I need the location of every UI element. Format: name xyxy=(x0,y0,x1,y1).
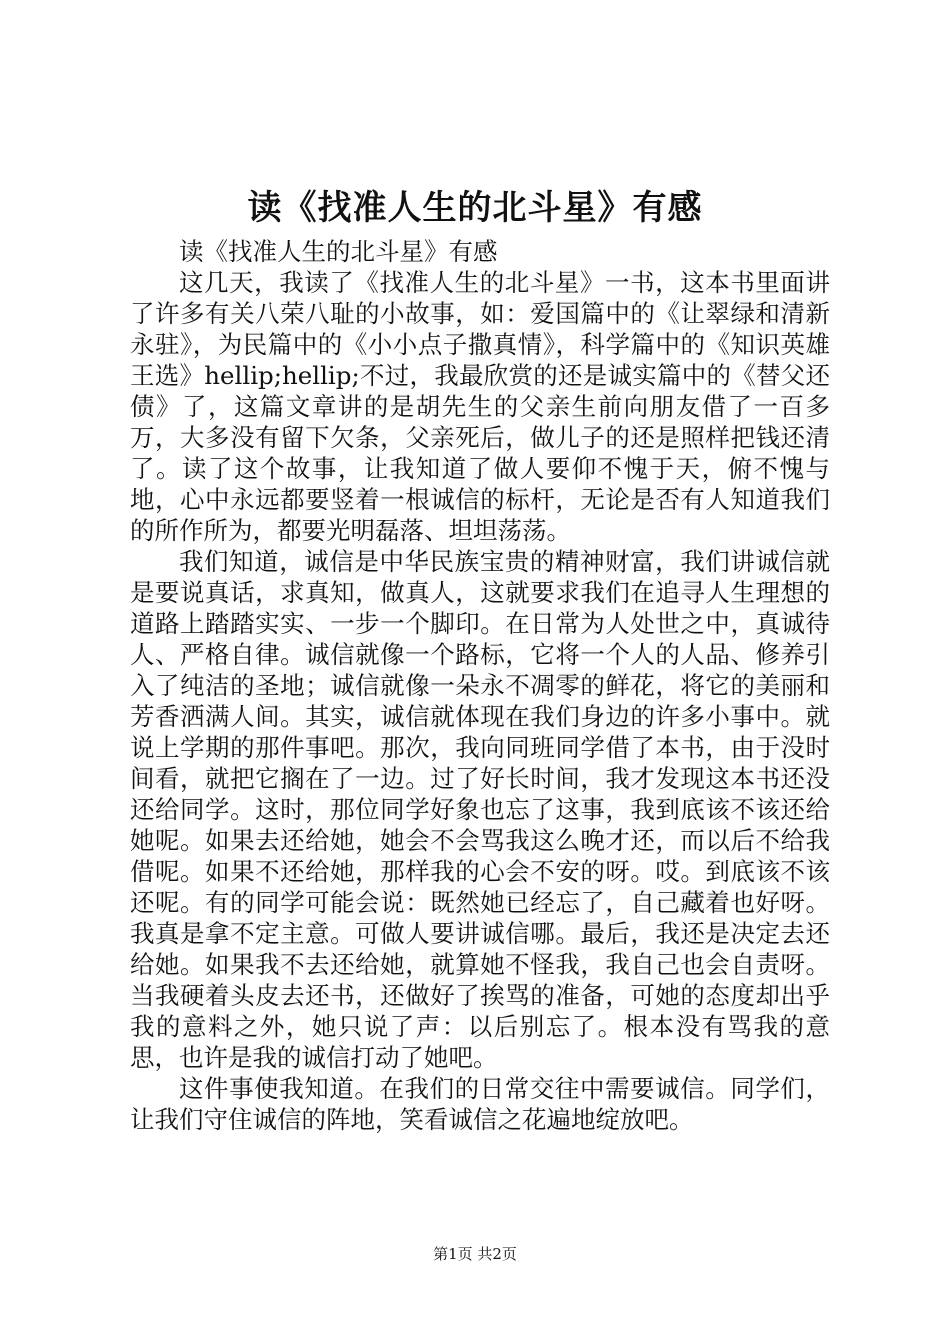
page-number-footer: 第1页 共2页 xyxy=(433,1245,517,1263)
document-body xyxy=(130,236,830,1135)
paragraph-3: 这件事使我知道。在我们的日常交往中需要诚信。同学们，让我们守住诚信的阵地，笑看诚信之花遍地绽放吧。 xyxy=(130,1074,830,1134)
paragraph-subtitle: 读《找准人生的北斗星》有感 xyxy=(179,237,498,266)
paragraph-2: 我们知道，诚信是中华民族宝贵的精神财富，我们讲诚信就是要说真话，求真知，做真人，这就要求我们在追寻人生理想的道路上踏踏实实、一步一个脚印。在日常为人处世之中，真诚待人、严格自律。诚信就像一个路标，它将一个人的人品、修养引入了纯洁的圣地；诚信就像一朵永不凋零的鲜花，将它的美丽和芳香洒满人间。其实，诚信就体现在我们身边的许多小事中。就说上学期的那件事吧。那次，我向同班同学借了本书，由于没时间看，就把它搁在了一边。过了好长时间，我才发现这本书还没还给同学。这时，那位同学好象也忘了这事，我到底该不该还给她呢。如果去还给她，她会不会骂我这么晚才还，而以后不给我借呢。如果不还给她，那样我的心会不安的呀。哎。到底该不该还呢。有的同学可能会说：既然她已经忘了，自己藏着也好呀。我真是拿不定主意。可做人要讲诚信哪。最后，我还是决定去还给她。如果我不去还给她，就算她不怪我，我自己也会自责呀。当我硬着头皮去还书，还做好了挨骂的准备，可她的态度却出乎我的意料之外，她只说了声：以后别忘了。根本没有骂我的意思，也许是我的诚信打动了她吧。 xyxy=(130,547,830,1072)
document-title: 读《找准人生的北斗星》有感 xyxy=(247,188,703,228)
paragraph-1: 这几天，我读了《找准人生的北斗星》一书，这本书里面讲了许多有关八荣八耻的小故事，如：爱国篇中的《让翠绿和清新永驻》，为民篇中的《小小点子撒真情》，科学篇中的《知识英雄王选》hellip;hellip;不过，我最欣赏的还是诚实篇中的《替父还债》了，这篇文章讲的是胡先生的父亲生前向朋友借了一百多万，大多没有留下欠条，父亲死后，做儿子的还是照样把钱还清了。读了这个故事，让我知道了做人要仰不愧于天，俯不愧与地，心中永远都要竖着一根诚信的标杆，无论是否有人知道我们的所作所为，都要光明磊落、坦坦荡荡。 xyxy=(130,268,830,545)
